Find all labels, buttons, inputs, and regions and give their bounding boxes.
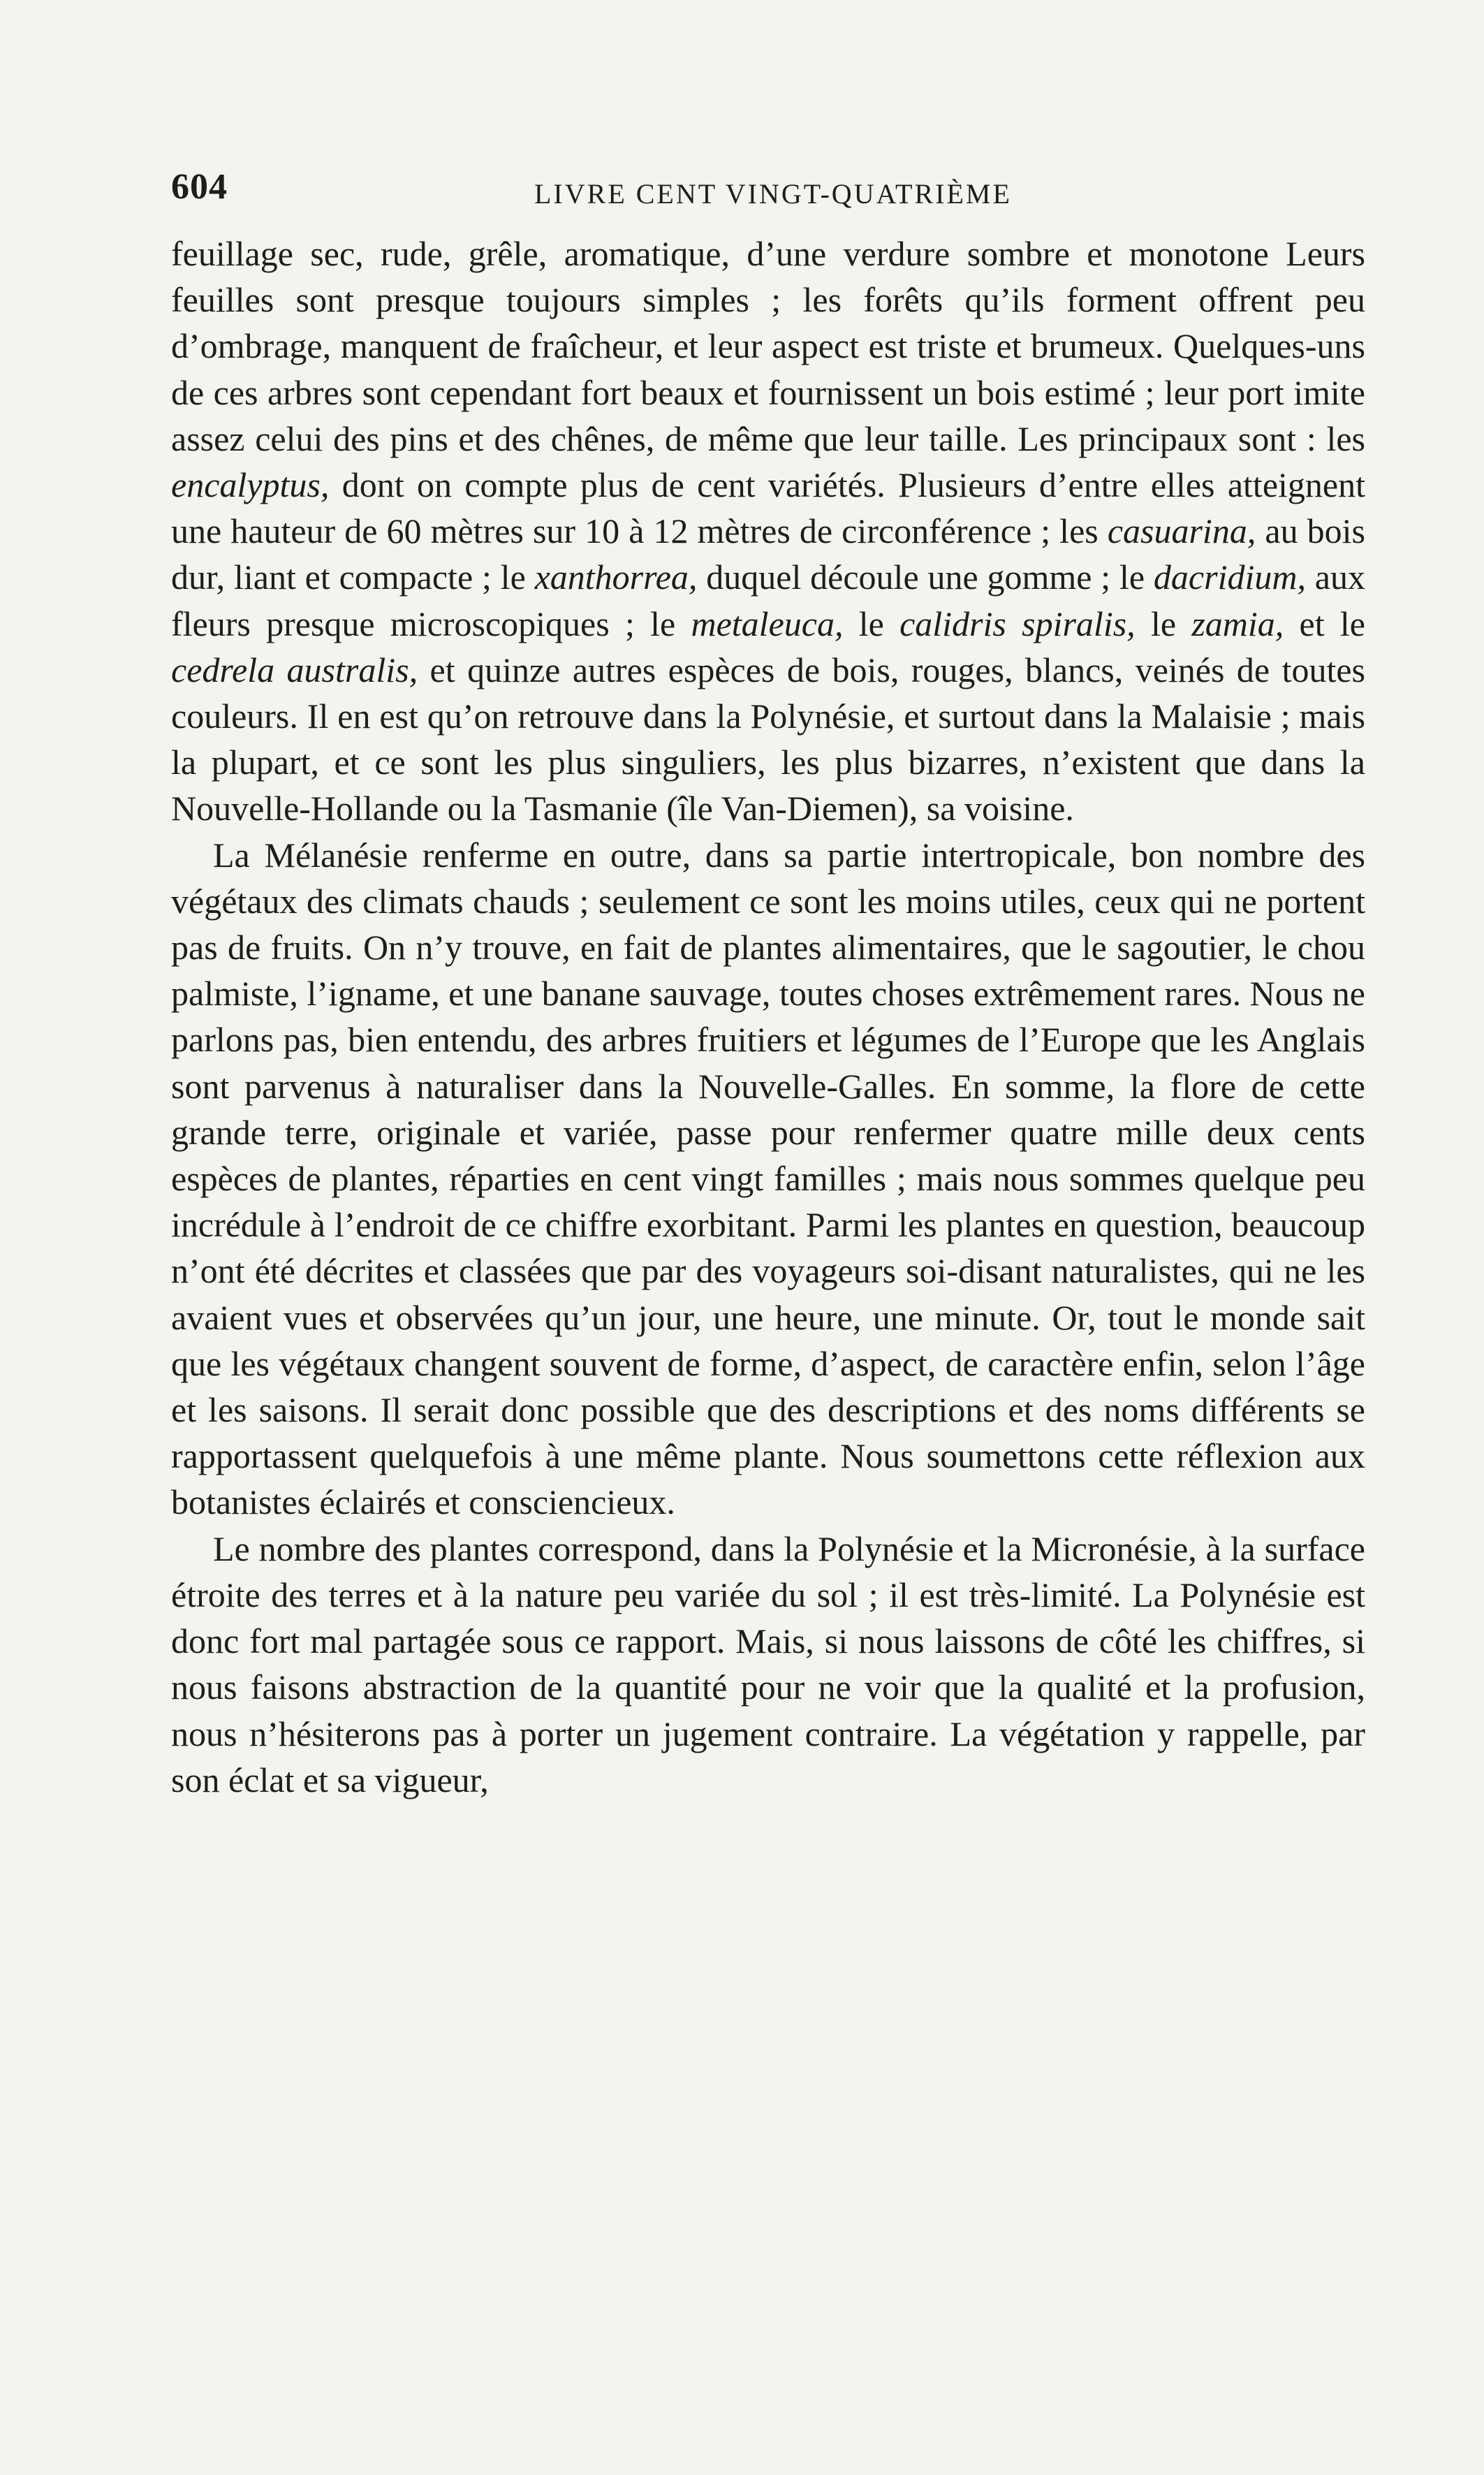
paragraph-2 [171,832,1365,1526]
italic-term: casuarina, [1107,511,1256,551]
paragraph-1 [171,231,1365,832]
text-run: et quinze autres espèces de bois, rouges, blancs, veinés de toutes couleurs. Il en est qu’on retrouve dans la Polynésie, et surtout dans la Malaisie ; mais la plupart, et ce sont les plus singuliers, les plus bizarres, n’existent que dans la Nouvelle-Hollande ou la Tasmanie (île Van-Diemen), sa voisine. [171,650,1366,828]
text-run: au bois dur, liant et compacte ; le [171,511,1365,597]
text-run: aux fleurs presque microscopiques ; le [171,557,1365,643]
body-text [171,231,1365,1803]
page-header [171,162,1365,225]
italic-term: encalyptus, [171,465,330,505]
italic-term: metaleuca, [691,604,844,643]
italic-term: zamia, [1191,604,1284,643]
text-run: feuillage sec, rude, grêle, aromatique, d’une verdure sombre et monotone Leurs feuilles sont presque toujours simples ; les forêts qu’ils forment offrent peu d’ombrage, manquent de fraîcheur, et leur aspect est triste et brumeux. Quelques-uns de ces arbres sont cependant fort beaux et fournissent un bois estimé ; leur port imite assez celui des pins et des chênes, de même que leur taille. Les principaux sont : les [171,234,1365,458]
page-number: 604 [171,167,228,207]
text-run: le [1135,604,1192,643]
text-run: La Mélanésie renferme en outre, dans sa partie intertropicale, bon nombre des végétaux des climats chauds ; seulement ce sont les moins utiles, ceux qui ne portent pas de fruits. On n’y trouve, en fait de plantes alimentaires, que le sagoutier, le chou palmiste, l’igname, et une banane sauvage, toutes choses extrêmement rares. Nous ne parlons pas, bien entendu, des arbres fruitiers et légumes de l’Europe que les Anglais sont parvenus à naturaliser dans la Nouvelle-Galles. En somme, la flore de cette grande terre, originale et variée, passe pour renfermer quatre mille deux cents espèces de plantes, réparties en cent vingt familles ; mais nous sommes quelque peu incrédule à l’endroit de ce chiffre exorbitant. Parmi les plantes en question, beaucoup n’ont été décrites et classées que par des voyageurs soi-disant naturalistes, qui ne les avaient vues et observées qu’un jour, une heure, une minute. Or, tout le monde sait que les végétaux changent souvent de forme, d’aspect, de caractère enfin, selon l’âge et les saisons. Il serait donc possible que des descriptions et des noms différents se rapportassent quelquefois à une même plante. Nous soumettons cette réflexion aux botanistes éclairés et consciencieux. [171,835,1365,1522]
text-run: dont on compte plus de cent variétés. Plusieurs d’entre elles atteignent une hauteur de 60 mètres sur 10 à 12 mètres de circonférence ; les [171,465,1365,551]
text-run: le [843,604,900,643]
italic-term: xanthorrea, [534,557,698,597]
italic-term: dacridium, [1153,557,1306,597]
italic-term: calidris spiralis, [899,604,1136,643]
running-title: LIVRE CENT VINGT-QUATRIÈME [534,178,1012,210]
text-run: duquel découle une gomme ; le [697,557,1154,597]
italic-term: cedrela australis, [171,650,418,689]
paragraph-3 [171,1526,1365,1803]
text-run: et le [1284,604,1365,643]
text-run: Le nombre des plantes correspond, dans la Polynésie et la Micronésie, à la surface étroite des terres et à la nature peu variée du sol ; il est très-limité. La Polynésie est donc fort mal partagée sous ce rapport. Mais, si nous laissons de côté les chiffres, si nous faisons abstraction de la quantité pour ne voir que la qualité et la profusion, nous n’hésiterons pas à porter un jugement contraire. La végétation y rappelle, par son éclat et sa vigueur, [171,1528,1365,1799]
